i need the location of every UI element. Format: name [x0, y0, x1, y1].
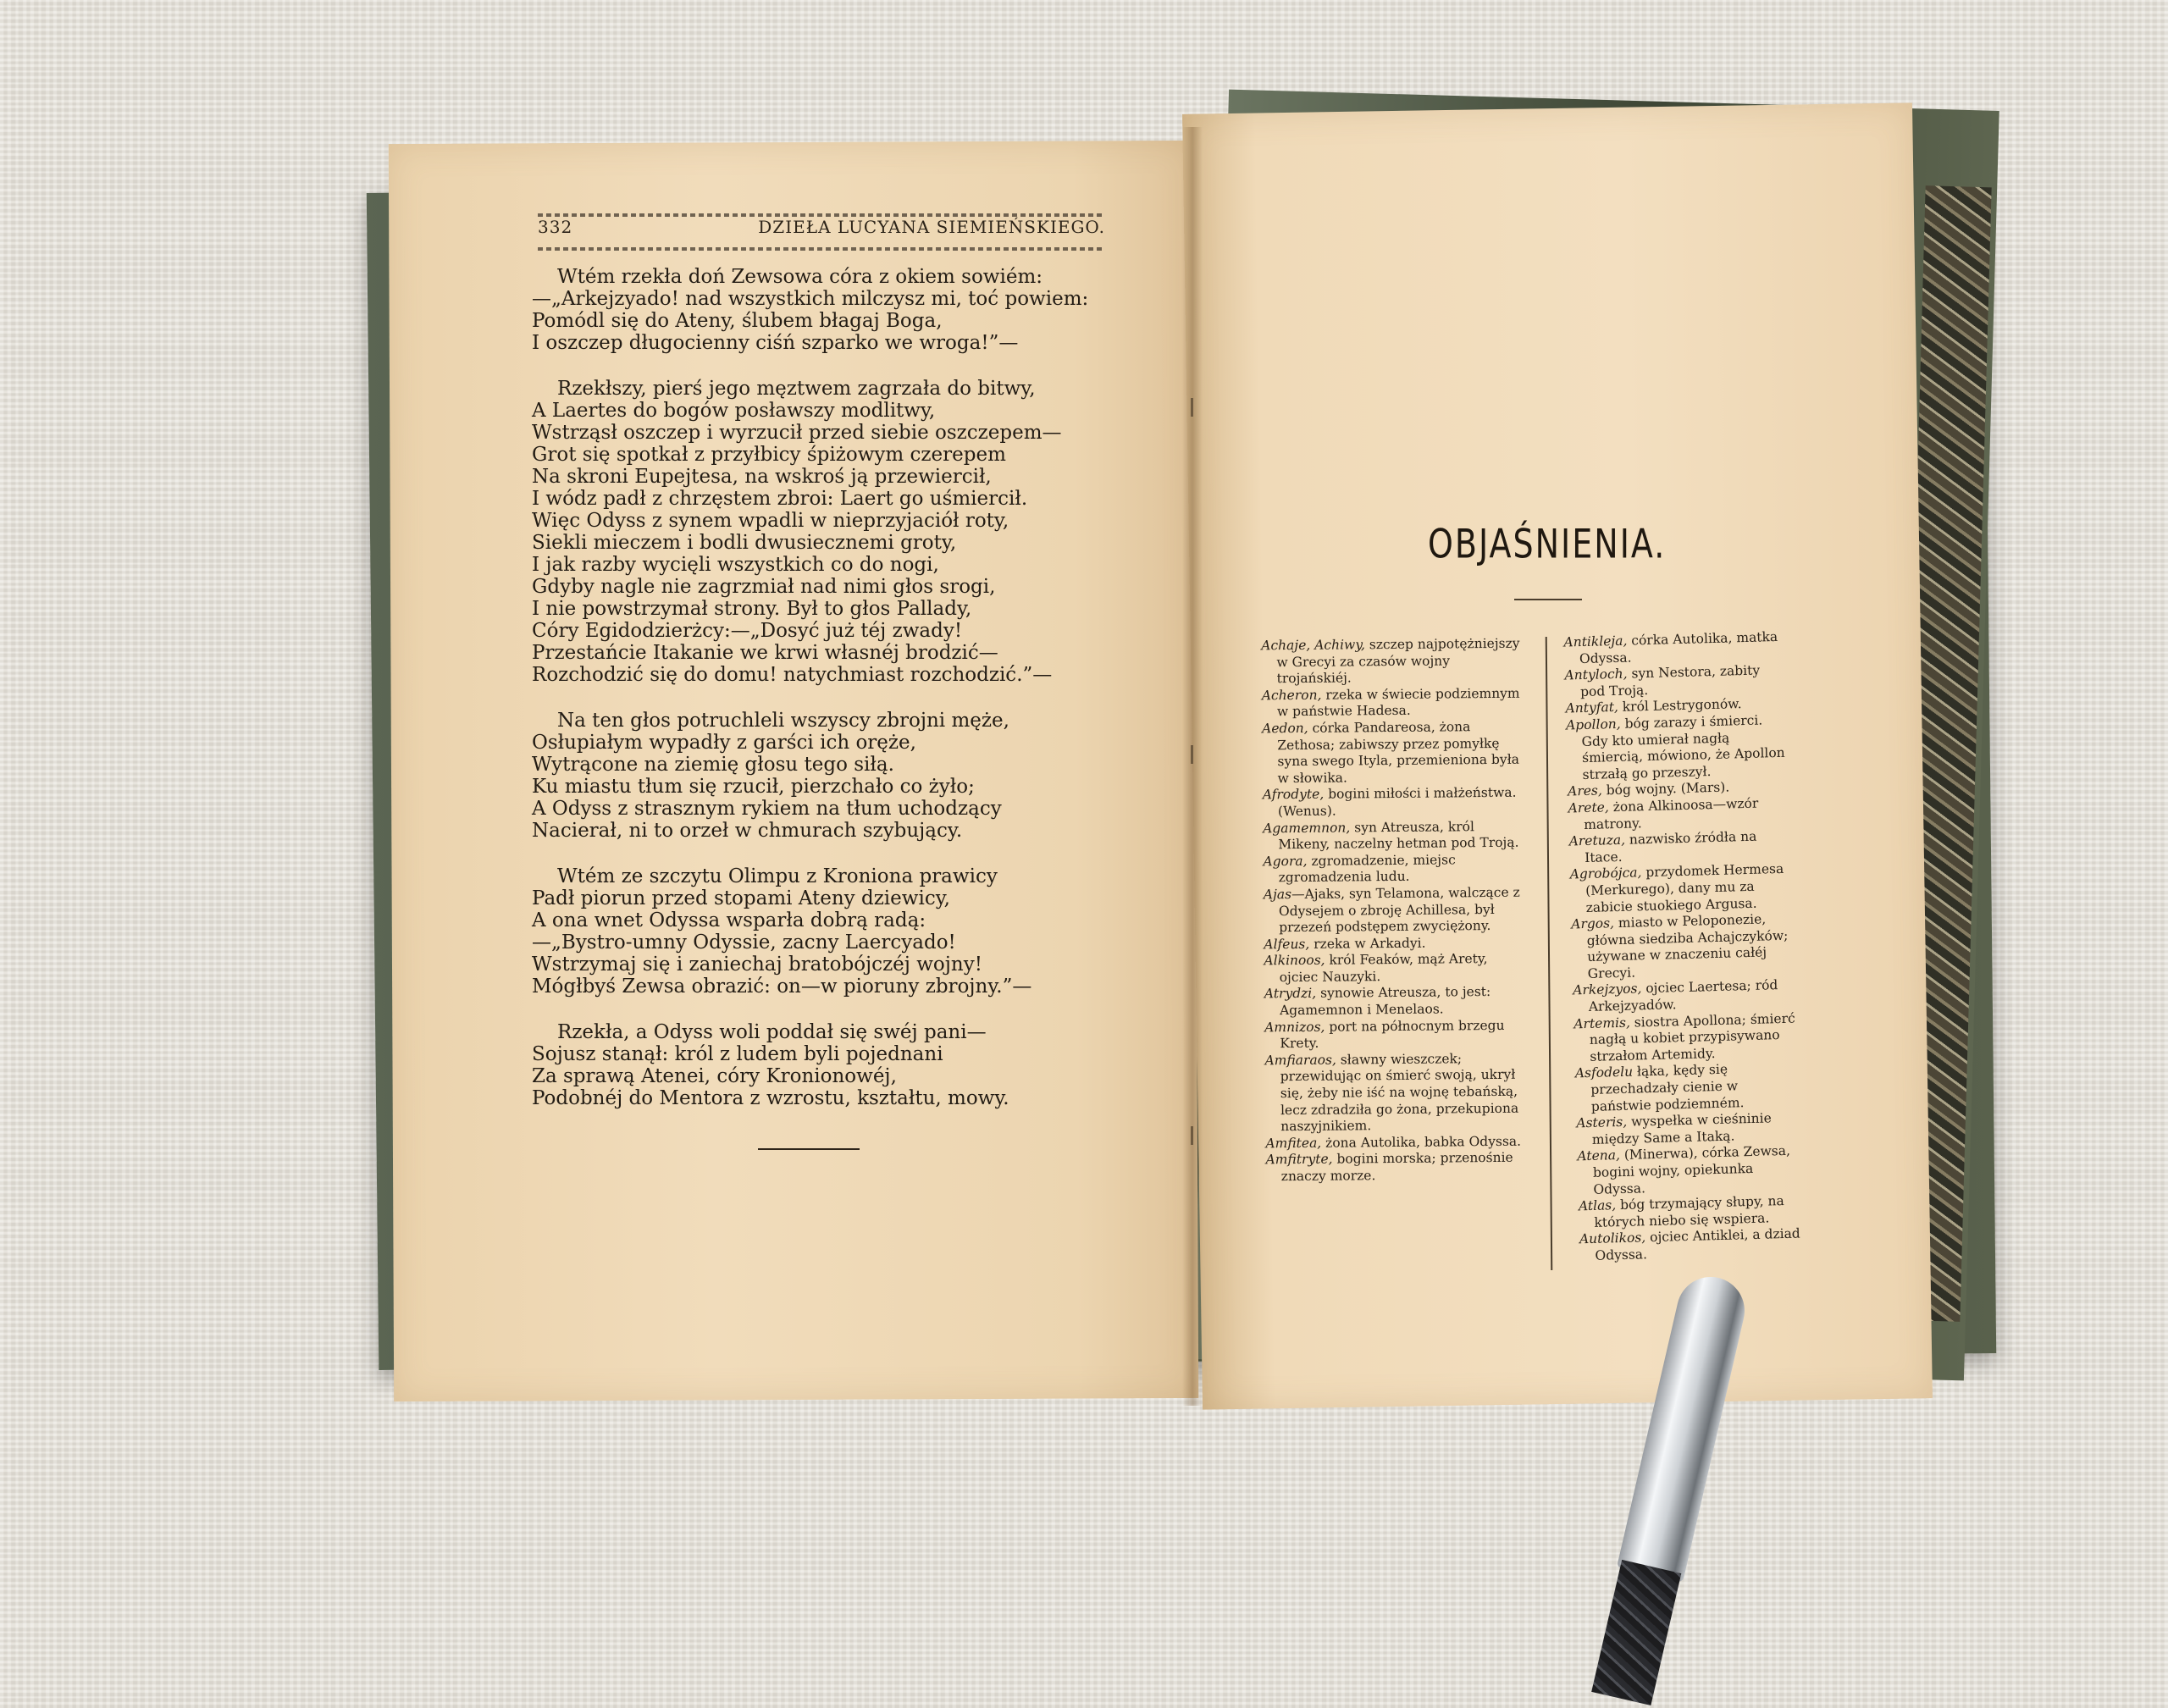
glossary-term: Aedon, — [1262, 720, 1308, 737]
verse-line: Nacierał, ni to orzeł w chmurach szybujący. — [532, 820, 963, 842]
head-rule-bottom — [538, 247, 1105, 251]
running-head-title: DZIEŁA LUCYANA SIEMIEŃSKIEGO. — [758, 217, 1105, 237]
verse-line: I nie powstrzymał strony. Był to głos Pallady, — [532, 598, 972, 620]
verse-line: A Odyss z strasznym rykiem na tłum uchodzący — [532, 798, 1002, 820]
glossary-term: Acheron, — [1261, 687, 1322, 704]
glossary-definition: synowie Atreusza, to jest: Agamemnon i Menelaos. — [1279, 984, 1491, 1019]
glossary-definition: nazwisko źródła na Itace. — [1584, 828, 1757, 865]
glossary-definition: syn Nestora, zabity pod Troją. — [1579, 662, 1761, 699]
glossary-entry — [1573, 1010, 1796, 1066]
glossary-definition: —Ajaks, syn Telamona, walczące z Odysejem o zbroję Achillesa, był przezeń podstępem zwyciężony. — [1278, 884, 1520, 936]
glossary-entry — [1264, 1017, 1525, 1053]
heading-ornament — [1514, 599, 1582, 600]
verse-line: Więc Odyss z synem wpadli w nieprzyjaciół roty, — [532, 510, 1009, 532]
glossary-definition: córka Autolika, matka Odyssa. — [1579, 628, 1778, 666]
glossary-entry — [1261, 636, 1523, 688]
glossary-definition: córka Pandareosa, żona Zethosa; zabiwszy przez pomyłkę syna swego Ityla, przemieniona była w słowika. — [1277, 719, 1519, 786]
verse-line: Na ten głos potruchleli wszyscy zbrojni męże, — [557, 710, 1009, 732]
glossary-term: Arkejzyos, — [1573, 981, 1642, 998]
poem-text — [532, 266, 1089, 1133]
verse-line: Mógłbyś Zewsa obrazić: on—w pioruny zbrojny.”— — [532, 976, 1032, 998]
glossary-term: Asfodelu — [1574, 1064, 1634, 1081]
glossary-term: Alkinoos, — [1264, 952, 1325, 969]
verse-line: Za sprawą Atenei, córy Kronionowéj, — [532, 1065, 897, 1087]
glossary-term: Agora, — [1263, 853, 1308, 870]
glossary-term: Ajas — [1263, 886, 1292, 903]
glossary-entry — [1262, 685, 1523, 721]
glossary-entry — [1264, 885, 1525, 937]
verse-line: Podobnéj do Mentora z wzrostu, kształtu, mowy. — [532, 1087, 1009, 1109]
glossary-term: Amfitea, — [1265, 1135, 1322, 1152]
glossary-term: Atrydzi, — [1264, 986, 1317, 1002]
verse-line: Sojusz stanął: król z ludem byli pojednani — [532, 1043, 943, 1065]
glossary-definition: król Lestrygonów. — [1618, 696, 1742, 716]
glossary-entry — [1264, 1050, 1526, 1136]
glossary-definition: wyspełka w cieśninie między Same a Itaką. — [1591, 1110, 1772, 1147]
glossary-term: Achaje, Achiwy, — [1261, 637, 1365, 654]
glossary-definition: przydomek Hermesa (Merkurego), dany mu za zabicie stuokiego Argusa. — [1585, 861, 1784, 915]
verse-line: Padł piorun przed stopami Ateny dziewicy, — [532, 887, 950, 909]
verse-line: Grot się spotkał z przyłbicy śpiżowym czerepem — [532, 444, 1006, 466]
glossary-term: Antikleja, — [1563, 633, 1628, 650]
glossary-entry — [1576, 1110, 1799, 1149]
glossary-entry — [1579, 1193, 1801, 1232]
glossary-term: Arete, — [1568, 799, 1609, 816]
glossary-definition: rzeka w Arkadyi. — [1309, 935, 1426, 952]
verse-line: Siekli mieczem i bodli dwusiecznemi groty, — [532, 532, 957, 554]
verse-line: Pomódl się do Ateny, ślubem błagaj Boga, — [532, 310, 943, 332]
verse-line: —„Arkejzyado! nad wszystkich milczysz mi, toć powiem: — [532, 288, 1089, 310]
glossary-definition: sławny wieszczek; przewidując on śmierć swoją, ukrył się, żeby nie iść na wojnę tebańską, lecz zdradziła go żona, przekupiona naszyjnikiem. — [1280, 1051, 1519, 1135]
verse-line: —„Bystro-umny Odyssie, zacny Laercyado! — [532, 931, 956, 953]
stanza — [532, 865, 1057, 998]
stanza — [532, 1021, 1057, 1109]
glossary-term: Antyloch, — [1564, 666, 1628, 683]
glossary-entry — [1265, 1133, 1526, 1152]
glossary-definition: bóg trzymający słupy, na których niebo się wspiera. — [1594, 1193, 1784, 1230]
verse-line: Wtém rzekła doń Zewsowa córa z okiem sowiém: — [557, 266, 1043, 288]
glossary-entry — [1568, 795, 1790, 834]
glossary-definition: ojciec Antiklei, a dziad Odyssa. — [1595, 1225, 1800, 1263]
glossary-term: Afrodyte, — [1262, 787, 1325, 803]
glossary-term: Atlas, — [1578, 1197, 1617, 1214]
glossary-term: Antyfat, — [1565, 699, 1619, 716]
verse-line: Córy Egidodzierżcy:—„Dosyć już téj zwady! — [532, 620, 963, 642]
glossary-definition: bóg zarazy i śmierci. Gdy kto umierał nagłą śmiercią, mówiono, że Apollon strzałą go przeszył. — [1581, 712, 1785, 782]
glossary-entry — [1264, 984, 1525, 1020]
glossary-entry — [1264, 951, 1524, 987]
glossary-entry — [1569, 861, 1792, 917]
verse-line: I wódz padł z chrzęstem zbroi: Laert go uśmiercił. — [532, 488, 1028, 510]
stanza — [532, 378, 1062, 686]
verse-line: Wstrząsł oszczep i wyrzucił przed siebie oszczepem— — [532, 422, 1062, 444]
glossary-definition: ojciec Laertesa; ród Arkejzyadów. — [1588, 977, 1778, 1014]
glossary-term: Agrobójca, — [1569, 865, 1642, 882]
verse-line: Gdyby nagle nie zagrzmiał nad nimi głos srogi, — [532, 576, 996, 598]
pen-body — [1591, 1560, 1681, 1705]
verse-line: Rozchodzić się do domu! natychmiast rozchodzić.”— — [532, 664, 1053, 686]
glossary-term: Aretuza, — [1568, 832, 1626, 849]
glossary-definition: żona Autolika, babka Odyssa. — [1321, 1133, 1522, 1151]
glossary-definition: syn Atreusza, król Mikeny, naczelny hetman pod Troją. — [1278, 818, 1519, 853]
verse-line: A ona wnet Odyssa wsparła dobrą radą: — [532, 909, 926, 931]
glossary-column-right — [1563, 629, 1801, 1265]
glossary-definition: król Feaków, mąż Arety, ojciec Nauzyki. — [1279, 951, 1488, 986]
glossary-entry — [1265, 1150, 1526, 1186]
glossary-column-left — [1261, 636, 1527, 1186]
verse-line: I oszczep długocienny ciśń szparko we wroga!”— — [532, 332, 1019, 354]
glossary-definition: bóg wojny. (Mars). — [1601, 779, 1730, 799]
verse-line: Rzekłszy, pierś jego męztwem zagrzała do bitwy, — [557, 378, 1036, 400]
verse-line: Wtém ze szczytu Olimpu z Kroniona prawicy — [557, 865, 998, 887]
binding-stitch — [1191, 1126, 1193, 1145]
binding-stitch — [1191, 398, 1193, 417]
glossary-definition: miasto w Peloponezie, główna siedziba Achajczyków; używane w znaczeniu całéj Grecyi. — [1586, 911, 1789, 981]
glossary-definition: bogini miłości i małżeństwa. (Wenus). — [1277, 785, 1517, 820]
glossary-entry — [1566, 712, 1789, 784]
glossary-entry — [1568, 828, 1791, 867]
glossary-definition: łąka, kędy się przechadzały cienie w państwie podziemném. — [1590, 1062, 1745, 1114]
glossary-entry — [1575, 1060, 1798, 1116]
glossary-entry — [1573, 977, 1795, 1016]
glossary-term: Autolikos, — [1579, 1230, 1646, 1247]
glossary-entry — [1571, 911, 1795, 983]
binding-stitch — [1191, 745, 1193, 764]
end-rule — [758, 1148, 860, 1150]
glossary-entry — [1262, 719, 1524, 788]
section-heading: OBJAŚNIENIA. — [1428, 520, 1667, 567]
stanza — [532, 266, 1089, 354]
verse-line: Osłupiałym wypadły z garści ich oręże, — [532, 732, 916, 754]
glossary-term: Artemis, — [1573, 1014, 1631, 1032]
glossary-entry — [1263, 851, 1524, 887]
glossary-term: Atena, — [1577, 1147, 1621, 1164]
glossary-term: Agamemnon, — [1263, 819, 1351, 836]
verse-line: A Laertes do bogów posławszy modlitwy, — [532, 400, 936, 422]
glossary-definition: zgromadzenie, miejsc zgromadzenia ludu. — [1278, 852, 1456, 886]
verse-line: Wstrzymaj się i zaniechaj bratobójczéj wojny! — [532, 953, 982, 976]
page-number: 332 — [538, 217, 573, 237]
glossary-term: Amfiaraos, — [1264, 1052, 1336, 1069]
glossary-definition: (Minerwa), córka Zewsa, bogini wojny, opiekunka Odyssa. — [1592, 1143, 1791, 1197]
stanza — [532, 710, 1057, 842]
verse-line: I jak razby wycięli wszystkich co do nogi, — [532, 554, 939, 576]
verse-line: Rzekła, a Odyss woli poddał się swéj pani— — [557, 1021, 987, 1043]
glossary-definition: bogini morska; przenośnie znaczy morze. — [1280, 1150, 1513, 1185]
verse-line: Ku miastu tłum się rzucił, pierzchało co żyło; — [532, 776, 975, 798]
glossary-entry — [1264, 934, 1524, 953]
glossary-definition: żona Alkinoosa—wzór matrony. — [1583, 795, 1759, 832]
glossary-definition: rzeka w świecie podziemnym w państwie Hadesa. — [1276, 685, 1520, 720]
glossary-entry — [1263, 785, 1524, 821]
glossary-definition: siostra Apollona; śmierć nagłą u kobiet przypisywano strzałom Artemidy. — [1589, 1010, 1795, 1064]
glossary-term: Apollon, — [1565, 716, 1621, 733]
verse-line: Na skroni Eupejtesa, na wskroś ją przewiercił, — [532, 466, 992, 488]
glossary-term: Asteris, — [1576, 1114, 1628, 1131]
head-rule-top — [538, 213, 1105, 217]
glossary-term: Ares, — [1567, 782, 1603, 799]
glossary-term: Argos, — [1571, 915, 1615, 932]
glossary-term: Alfeus, — [1264, 936, 1310, 953]
book-gutter — [1182, 127, 1203, 1406]
glossary-entry — [1563, 629, 1786, 668]
glossary-entry — [1577, 1143, 1800, 1199]
glossary-entry — [1564, 662, 1787, 701]
glossary-definition: port na północnym brzegu Krety. — [1280, 1017, 1505, 1052]
glossary-definition: szczep najpotężniejszy w Grecyi za czasów wojny trojańskiéj. — [1276, 635, 1520, 687]
glossary-entry — [1579, 1226, 1802, 1265]
verse-line: Przestańcie Itakanie we krwi własnéj brodzić— — [532, 642, 998, 664]
running-head — [538, 217, 1105, 237]
glossary-entry — [1263, 818, 1524, 854]
glossary-term: Amnizos, — [1264, 1019, 1325, 1035]
verse-line: Wytrącone na ziemię głosu tego siłą. — [532, 754, 894, 776]
glossary-term: Amfitryte, — [1265, 1152, 1333, 1168]
